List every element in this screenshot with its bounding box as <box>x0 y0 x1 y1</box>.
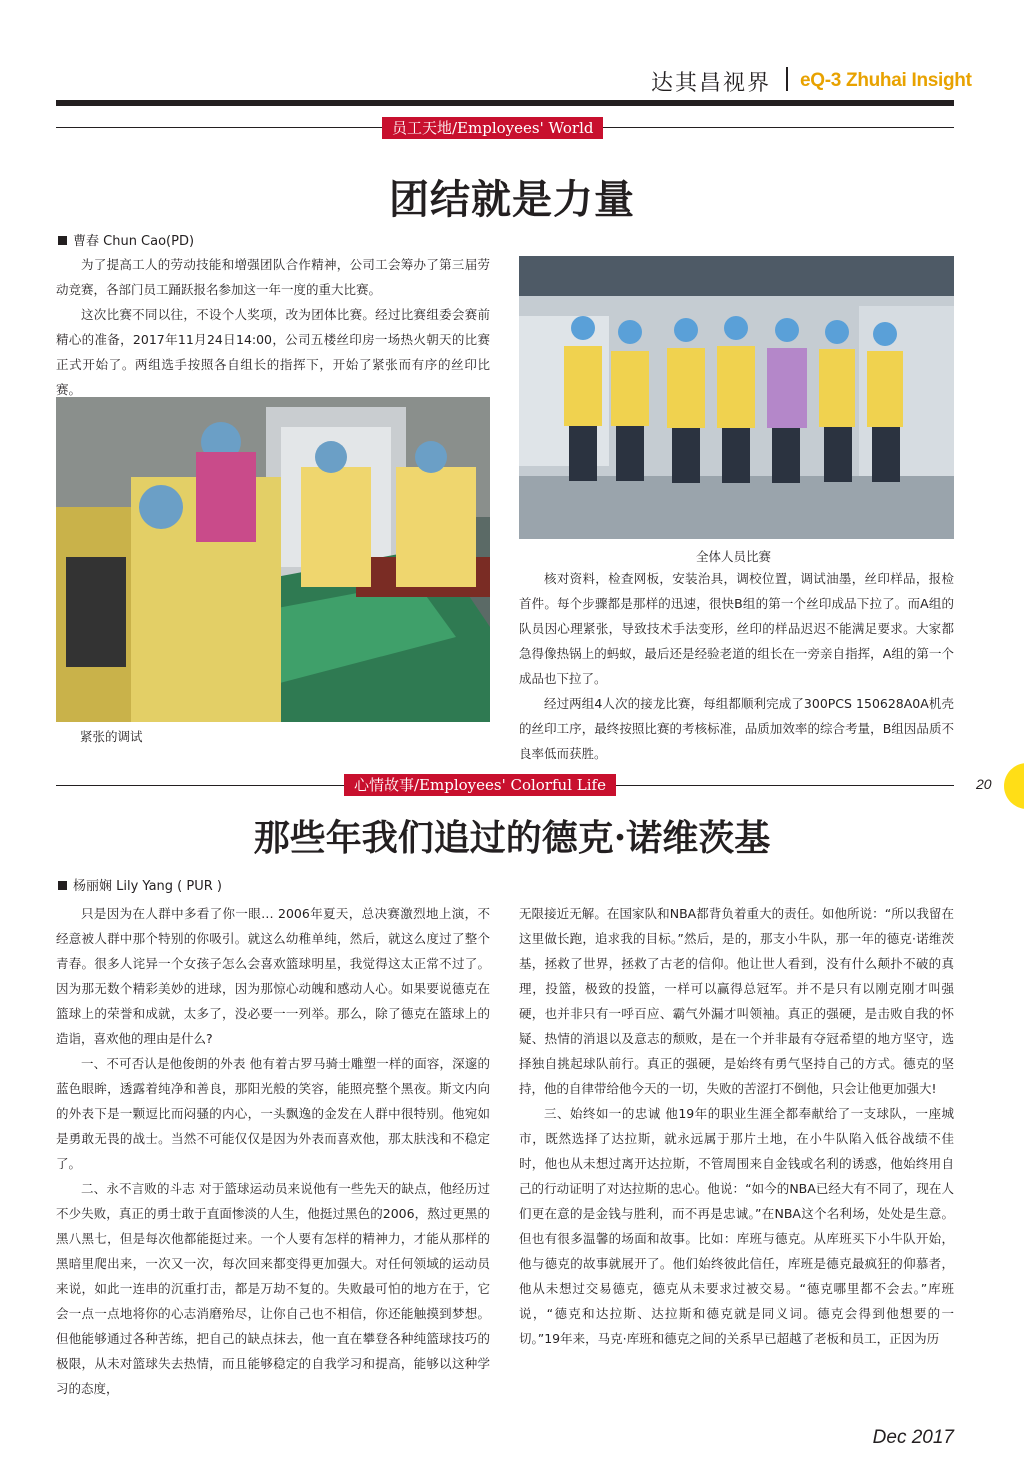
paragraph: 三、始终如一的忠诚 他19年的职业生涯全都奉献给了一支球队，一座城市，既然选择了达拉斯，就永远属于那片土地，在小牛队陷入低谷战绩不佳时，他也从未想过离开达拉斯，不管周围来自金钱或名利的诱惑，他始终用自己的行动证明了对达拉斯的忠心。他说：“如今的NBA已经大有不同了，现在人们更在意的是金钱与胜利，而不再是忠诚。”在NBA这个名利场，处处是生意。但也有很多温馨的场面和故事。比如：库班与德克。从库班买下小牛队开始，他与德克的故事就展开了。他们始终彼此信任，库班是德克最疯狂的仰慕者，他从未想过交易德克，德克从未要求过被交易。“德克哪里都不会去。”库班说，“德克和达拉斯、达拉斯和德克就是同义词。德克会得到他想要的一切。”19年来，马克·库班和德克之间的关系早已超越了老板和员工，正因为历 <box>519 1106 954 1346</box>
byline-square-icon <box>58 881 67 890</box>
article2-right-text <box>519 901 954 1351</box>
paragraph: 二、永不言败的斗志 对于篮球运动员来说他有一些先天的缺点，他经历过不少失败，真正的勇士敢于直面惨淡的人生，他挺过黑色的2006，熬过更黑的黑八黑七，但是每次他都能挺过来。一个人要有怎样的精神力，才能从那样的黑暗里爬出来，一次又一次，每次回来都变得更加强大。对任何领域的运动员来说，如此一连串的沉重打击，都是万劫不复的。失败最可怕的地方在于，它会一点一点地将你的心志消磨殆尽，让你自己也不相信，你还能触摸到梦想。但他能够通过各种苦练，把自己的缺点抹去，他一直在攀登各种纯篮球技巧的极限，从未对篮球失去热情，而且能够稳定的自我学习和提高，能够以这种学习的态度， <box>56 1181 490 1396</box>
photo-screen-printing-tuning-image <box>56 397 490 722</box>
photo-team-group-image <box>519 256 954 539</box>
article2-left-text <box>56 901 490 1401</box>
section1-tag: 员工天地/Employees' World <box>382 117 603 139</box>
magazine-title-en: eQ-3 Zhuhai Insight <box>800 70 972 91</box>
paragraph: 经过两组4人次的接龙比赛，每组都顺利完成了300PCS 150628A0A机壳的丝印工序，最终按照比赛的考核标准，品质加效率的综合考量，B组因品质不良率低而获胜。 <box>519 696 954 761</box>
article1-right-text <box>519 566 954 766</box>
byline-square-icon <box>58 236 67 245</box>
header-separator <box>786 67 788 91</box>
photo-caption-right: 全体人员比赛 <box>696 549 772 564</box>
issue-date: Dec 2017 <box>872 1427 954 1448</box>
magazine-title-cn: 达其昌视界 <box>650 71 771 96</box>
article1-author: 曹春 Chun Cao(PD) <box>73 234 195 249</box>
article1-title: 团结就是力量 <box>389 176 635 223</box>
section2-tag: 心情故事/Employees' Colorful Life <box>344 774 616 796</box>
paragraph: 无限接近无解。在国家队和NBA都背负着重大的责任。如他所说：“所以我留在这里做长跑，追求我的目标。”然后，是的，那支小牛队，那一年的德克·诺维茨基，拯救了世界，拯救了古老的信仰。他让世人看到，没有什么颠扑不破的真理，投篮，极致的投篮，一样可以赢得总冠军。并不是只有以刚克刚才叫强硬，也并非只有一呼百应、霸气外漏才叫领袖。真正的强硬，是击败自我的怀疑、热情的消退以及意志的颓败，是在一个并非最有夺冠希望的地方坚守，选择独自挑起球队前行。真正的强硬，是始终有勇气坚持自己的方式。德克的坚持，他的自律带给他今天的一切，失败的苦涩打不倒他，只会让他更加强大! <box>519 906 954 1096</box>
article2-title: 那些年我们追过的德克·诺维茨基 <box>253 817 771 859</box>
photo-team-group <box>519 256 954 539</box>
page-number: 20 <box>976 776 992 792</box>
paragraph: 只是因为在人群中多看了你一眼… 2006年夏天，总决赛激烈地上演，不经意被人群中那个特别的你吸引。就这么幼稚单纯，然后，就这么度过了整个青春。很多人诧异一个女孩子怎么会喜欢篮球明星，我觉得这太正常不过了。因为那无数个精彩美妙的进球，因为那惊心动魄和感动人心。如果要说德克在篮球上的荣誉和成就，太多了，没必要一一列举。那么，除了德克在篮球上的造诣，喜欢他的理由是什么? <box>56 906 490 1046</box>
article2-author: 杨丽娴 Lily Yang ( PUR ) <box>73 879 222 894</box>
article1-left-text <box>56 252 490 402</box>
paragraph: 为了提高工人的劳动技能和增强团队合作精神，公司工会筹办了第三届劳动竞赛，各部门员工踊跃报名参加这一年一度的重大比赛。 <box>56 257 490 297</box>
article1-byline <box>58 230 194 249</box>
header-rule <box>56 100 954 106</box>
article2-byline <box>58 875 222 894</box>
photo-caption-left: 紧张的调试 <box>80 729 143 744</box>
paragraph: 一、不可否认是他俊朗的外表 他有着古罗马骑士雕塑一样的面容，深邃的蓝色眼眸，透露着纯净和善良，那阳光般的笑容，能照亮整个黑夜。斯文内向的外表下是一颗逗比而闷骚的内心，一头飘逸的金发在人群中很特别。他宛如是勇敢无畏的战士。当然不可能仅仅是因为外表而喜欢他，那太肤浅和不稳定了。 <box>56 1056 490 1171</box>
paragraph: 核对资料，检查网板，安装治具，调校位置，调试油墨，丝印样品，报检首件。每个步骤都是那样的迅速，很快B组的第一个丝印成品下拉了。而A组的队员因心理紧张，导致技术手法变形，丝印的样品迟迟不能满足要求。大家都急得像热锅上的蚂蚁，最后还是经验老道的组长在一旁亲自指挥，A组的第一个成品也下拉了。 <box>519 571 954 686</box>
paragraph: 这次比赛不同以往，不设个人奖项，改为团体比赛。经过比赛组委会赛前精心的准备，2017年11月24日14:00，公司五楼丝印房一场热火朝天的比赛正式开始了。两组选手按照各自组长的指挥下，开始了紧张而有序的丝印比赛。 <box>56 307 490 397</box>
page-tab-marker <box>1004 763 1024 809</box>
photo-screen-printing-tuning <box>56 397 490 722</box>
